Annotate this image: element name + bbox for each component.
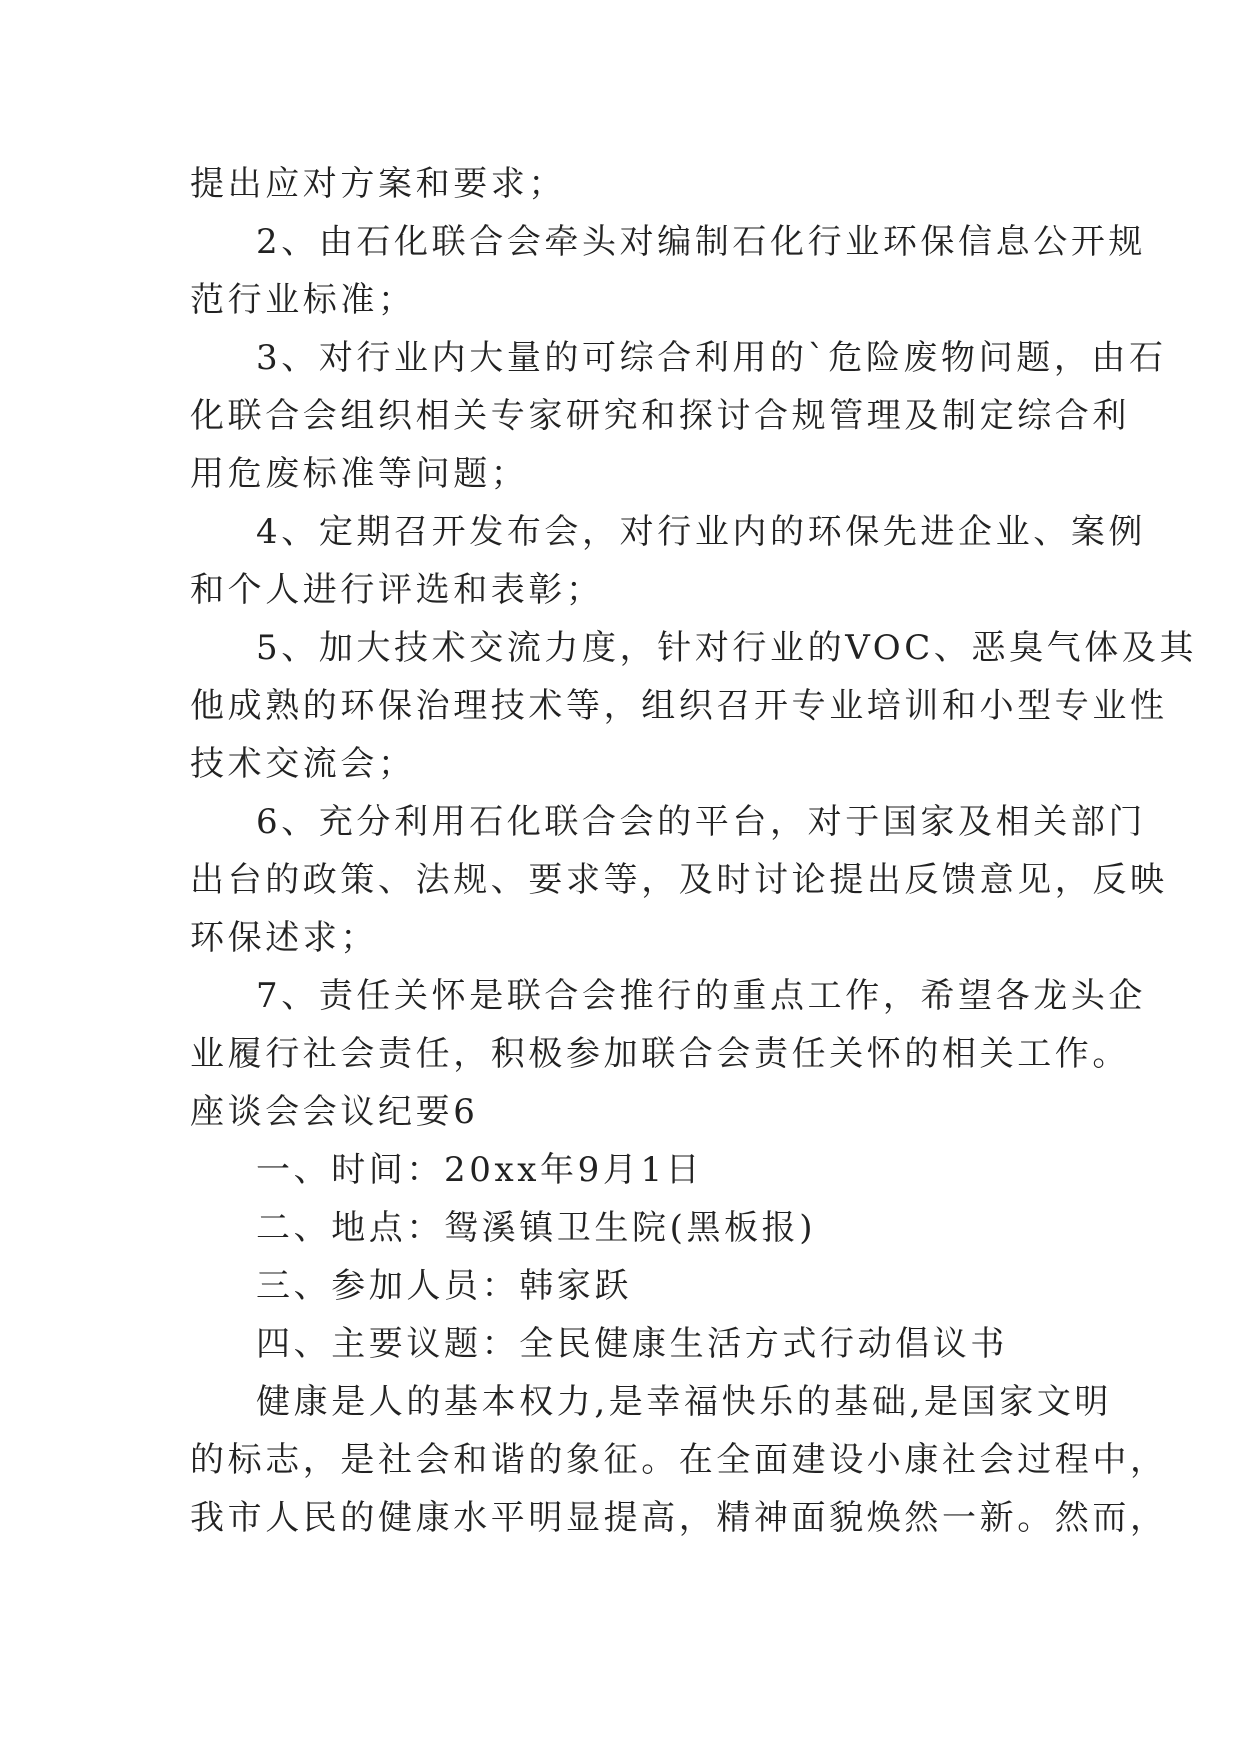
text-line: 环保述求； <box>190 918 378 958</box>
text-line: 4、定期召开发布会，对行业内的环保先进企业、案例 <box>256 512 1147 552</box>
text-line: 我市人民的健康水平明显提高，精神面貌焕然一新。然而， <box>190 1498 1168 1538</box>
text-line: 提出应对方案和要求； <box>190 164 566 204</box>
section-heading: 座谈会会议纪要6 <box>190 1092 479 1132</box>
text-line: 业履行社会责任，积极参加联合会责任关怀的相关工作。 <box>190 1034 1130 1074</box>
text-line: 6、充分利用石化联合会的平台，对于国家及相关部门 <box>256 802 1147 842</box>
text-line: 用危废标准等问题； <box>190 454 529 494</box>
text-line: 技术交流会； <box>190 744 416 784</box>
text-line: 和个人进行评选和表彰； <box>190 570 604 610</box>
text-line: 5、加大技术交流力度，针对行业的VOC、恶臭气体及其 <box>256 628 1198 668</box>
text-line: 健康是人的基本权力,是幸福快乐的基础,是国家文明 <box>256 1382 1113 1422</box>
text-line: 他成熟的环保治理技术等，组织召开专业培训和小型专业性 <box>190 686 1168 726</box>
text-line: 二、地点：鸳溪镇卫生院(黑板报) <box>256 1208 817 1248</box>
text-line: 化联合会组织相关专家研究和探讨合规管理及制定综合利 <box>190 396 1130 436</box>
text-line: 出台的政策、法规、要求等，及时讨论提出反馈意见，反映 <box>190 860 1168 900</box>
text-line: 3、对行业内大量的可综合利用的`危险废物问题，由石 <box>256 338 1167 378</box>
text-line: 的标志，是社会和谐的象征。在全面建设小康社会过程中， <box>190 1440 1168 1480</box>
text-line: 三、参加人员：韩家跃 <box>256 1266 632 1306</box>
text-line: 一、时间：20xx年9月1日 <box>256 1150 704 1190</box>
document-body <box>190 155 1198 1547</box>
text-line: 7、责任关怀是联合会推行的重点工作，希望各龙头企 <box>256 976 1147 1016</box>
text-line: 四、主要议题：全民健康生活方式行动倡议书 <box>256 1324 1008 1364</box>
text-line: 2、由石化联合会牵头对编制石化行业环保信息公开规 <box>256 222 1147 262</box>
text-line: 范行业标准； <box>190 280 416 320</box>
